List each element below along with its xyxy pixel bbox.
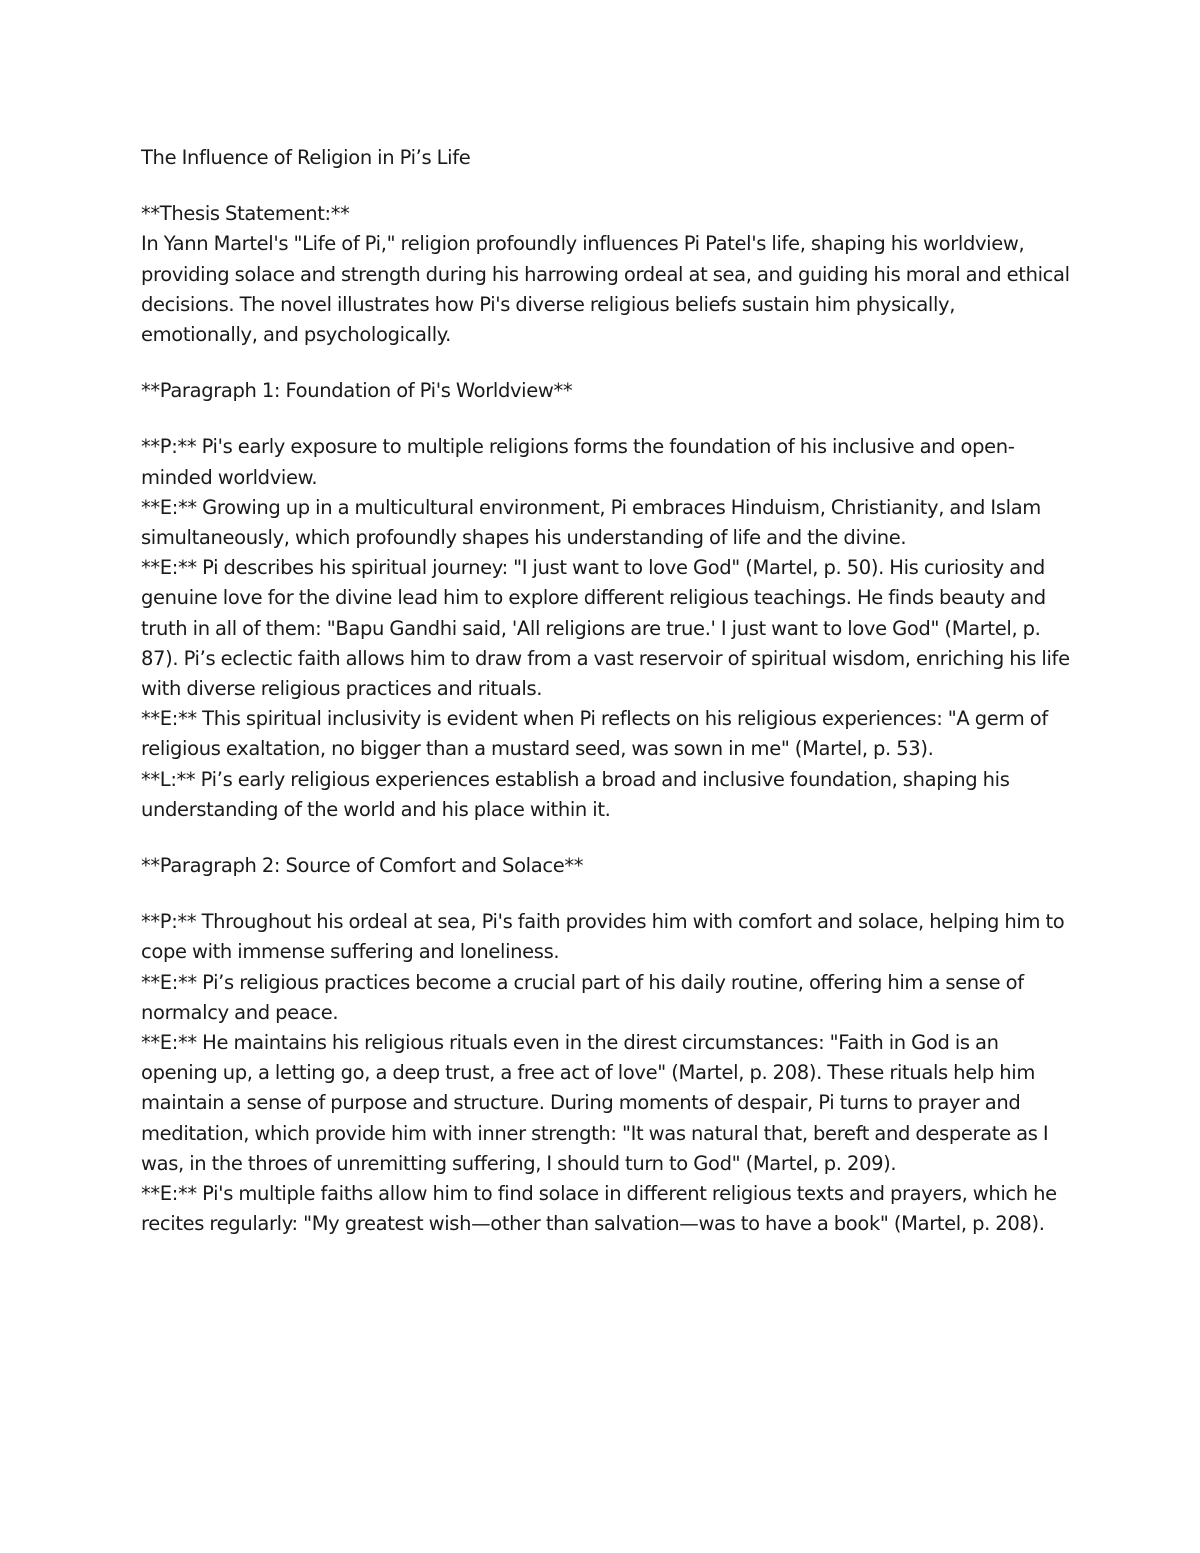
paragraph2-explanation: **E:** Pi’s religious practices become a crucial part of his daily routine, offering him a sense of normalcy and peace. xyxy=(141,970,1024,1024)
spacer xyxy=(141,173,1071,199)
document-title: The Influence of Religion in Pi’s Life xyxy=(141,146,471,169)
thesis-body: In Yann Martel's "Life of Pi," religion profoundly influences Pi Patel's life, shaping his worldview, providing solace and strength during his harrowing ordeal at sea, and guiding his moral and ethical decisions. The novel illustrates how Pi's diverse religious beliefs sustain him physically, emotionally, and psychologically. xyxy=(141,232,1070,347)
paragraph1-explanation: **E:** Growing up in a multicultural environment, Pi embraces Hinduism, Christianity, and Islam simultaneously, which profoundly shapes his understanding of life and the divine. xyxy=(141,495,1041,550)
spacer xyxy=(141,406,1071,432)
paragraph2-evidence: **E:** He maintains his religious rituals even in the direst circumstances: "Faith in God is an opening up, a letting go, a deep trust, a free act of love" (Martel, p. 208). These rituals help him maintain a sense of purpose and structure. During moments of despair, Pi turns to prayer and meditation, which provide him with inner strength: "It was natural that, bereft and desperate as I was, in the throes of unremitting suffering, I should turn to God" (Martel, p. 209). xyxy=(141,1031,1049,1175)
paragraph1-evidence: **E:** Pi describes his spiritual journey: "I just want to love God" (Martel, p. 50). His curiosity and genuine love for the divine lead him to explore different religious teachings. He finds beauty and truth in all of them: "Bapu Gandhi said, 'All religions are true.' I just want to love God" (Martel, p. 87). Pi’s eclectic faith allows him to draw from a vast reservoir of spiritual wisdom, enriching his life with diverse religious practices and rituals. xyxy=(141,556,1070,701)
paragraph1-point: **P:** Pi's early exposure to multiple religions forms the foundation of his inclusive and open-minded worldview. xyxy=(141,435,1015,489)
paragraph2-evidence: **E:** Pi's multiple faiths allow him to find solace in different religious texts and prayers, which he recites regularly: "My greatest wish—other than salvation—was to have a book" (Martel, p. 208). xyxy=(141,1182,1057,1236)
spacer xyxy=(141,881,1071,907)
paragraph1-evidence: **E:** This spiritual inclusivity is evident when Pi reflects on his religious experiences: "A germ of religious exaltation, no bigger than a mustard seed, was sown in me" (Martel, p. 53). xyxy=(141,707,1048,761)
spacer xyxy=(141,825,1071,851)
paragraph2-heading: **Paragraph 2: Source of Comfort and Solace** xyxy=(141,854,584,878)
paragraph2-point: **P:** Throughout his ordeal at sea, Pi's faith provides him with comfort and solace, helping him to cope with immense suffering and loneliness. xyxy=(141,910,1065,964)
paragraph1-heading: **Paragraph 1: Foundation of Pi's Worldview** xyxy=(141,379,573,403)
document-body xyxy=(141,143,1071,1240)
paragraph1-link: **L:** Pi’s early religious experiences establish a broad and inclusive foundation, shaping his understanding of the world and his place within it. xyxy=(141,767,1010,821)
spacer xyxy=(141,350,1071,376)
thesis-heading: **Thesis Statement:** xyxy=(141,202,350,226)
